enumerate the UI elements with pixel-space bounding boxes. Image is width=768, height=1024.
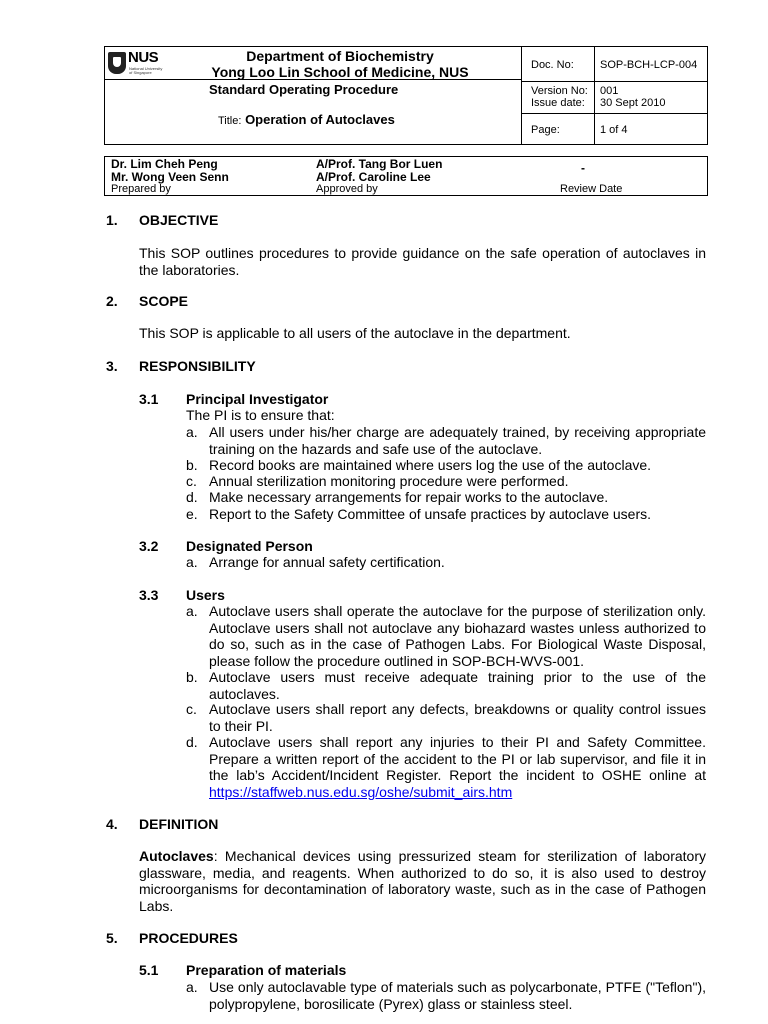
list-text: Make necessary arrangements for repair works to the autoclave. [209,489,609,505]
version-value: 001 [600,85,619,97]
definition-term: Autoclaves [139,848,214,864]
subsection-title-designated-person: Designated Person [186,538,313,554]
list-text: All users under his/her charge are adequately trained, by receiving appropriate training on the hazards and safe use of the autoclave. [209,424,706,457]
section-title-scope: SCOPE [139,293,189,309]
list-marker: b. [186,669,198,685]
section-number: 1. [106,212,118,228]
list-item [186,734,706,800]
list-text: Autoclave users shall report any defects, breakdowns or quality control issues to their PI. [209,701,706,734]
department-name: Department of Biochemistry [246,48,434,64]
list-text: Arrange for annual safety certification. [209,554,445,570]
list-text: Use only autoclavable type of materials such as polycarbonate, PTFE ("Teflon"), polypropylene, borosilicate (Pyrex) glass or stainless steel. [209,979,706,1012]
section-number: 3. [106,358,118,374]
header-divider [594,47,595,144]
section-number: 5. [106,930,118,946]
objective-text: This SOP outlines procedures to provide guidance on the safe operation of autoclaves in the laboratories. [139,245,706,278]
list-text [209,734,706,800]
list-text: Autoclave users must receive adequate training prior to the use of the autoclaves. [209,669,706,702]
approver-name: A/Prof. Caroline Lee [316,170,431,184]
doc-no-label: Doc. No: [531,59,574,71]
list-marker: a. [186,554,198,570]
review-date-value: - [581,161,585,175]
section-title-responsibility: RESPONSIBILITY [139,358,256,374]
list-item [186,669,706,702]
list-marker: d. [186,734,198,750]
nus-logo [107,49,167,79]
section-number: 2. [106,293,118,309]
list-item [186,506,706,523]
subsection-title-pi: Principal Investigator [186,391,329,407]
definition-body: : Mechanical devices using pressurized steam for sterilization of laboratory glassware, media, and reagents. When authorized to do so, it is also used to destroy microorganisms for decontamination of laboratory waste, such as in the case of Pathogen Labs. [139,848,706,914]
issue-date-value: 30 Sept 2010 [600,97,666,109]
scope-text: This SOP is applicable to all users of the autoclave in the department. [139,325,571,341]
list-marker: a. [186,979,198,995]
subsection-number: 5.1 [139,962,159,978]
document-header [104,46,708,145]
pi-intro-text: The PI is to ensure that: [186,407,335,423]
prepared-by-label: Prepared by [111,183,171,195]
section-number: 4. [106,816,118,832]
list-marker: c. [186,473,197,489]
subsection-number: 3.2 [139,538,159,554]
header-divider [521,47,522,144]
list-text: Annual sterilization monitoring procedure were performed. [209,473,569,489]
list-item [186,424,706,457]
department-heading [165,48,515,80]
header-divider [521,113,708,114]
preparer-name: Mr. Wong Veen Senn [111,170,229,184]
oshe-report-link[interactable]: https://staffweb.nus.edu.sg/oshe/submit_airs.htm [209,783,513,800]
list-item [186,489,706,506]
list-marker: c. [186,701,197,717]
list-marker: a. [186,603,198,619]
list-item [186,457,706,474]
list-marker: d. [186,489,198,505]
preparer-name: Dr. Lim Cheh Peng [111,157,218,171]
list-item [186,701,706,734]
section-title-definition: DEFINITION [139,816,219,832]
list-item [186,979,706,1012]
subsection-title-preparation: Preparation of materials [186,962,347,978]
list-item [186,603,706,669]
header-divider [521,81,708,82]
subsection-number: 3.3 [139,587,159,603]
doc-no-value: SOP-BCH-LCP-004 [600,59,698,71]
list-item [186,473,706,490]
list-text-body: Autoclave users shall report any injuries to their PI and Safety Committee. Prepare a written report of the accident to the PI or lab supervisor, and file it in the lab’s Accident/Incident Register. Report the incident to OSHE online at [209,734,706,783]
list-text: Report to the Safety Committee of unsafe practices by autoclave users. [209,506,651,522]
subsection-title-users: Users [186,587,225,603]
logo-subtext: National University of Singapore [129,66,163,75]
list-text: Record books are maintained where users log the use of the autoclave. [209,457,652,473]
list-item [186,554,706,571]
page-label: Page: [531,124,560,136]
version-label: Version No: [531,85,588,97]
approver-name: A/Prof. Tang Bor Luen [316,157,443,171]
sop-heading: Standard Operating Procedure [209,82,399,97]
signoff-box [104,156,708,196]
section-title-objective: OBJECTIVE [139,212,219,228]
list-marker: b. [186,457,198,473]
section-title-procedures: PROCEDURES [139,930,238,946]
review-date-label: Review Date [560,183,623,195]
list-text: Autoclave users shall operate the autoclave for the purpose of sterilization only. Autoclave users shall not autoclave any biohazard wastes unless authorized to do so, such as in the case of Pathogen Labs. For Biological Waste Disposal, please follow the procedure outlined in SOP-BCH-WVS-001. [209,603,706,669]
definition-text [139,848,706,914]
school-name: Yong Loo Lin School of Medicine, NUS [211,64,469,80]
subsection-number: 3.1 [139,391,159,407]
list-marker: e. [186,506,198,522]
title-value: Operation of Autoclaves [245,112,395,127]
title-label: Title: [218,115,242,127]
logo-text: NUS [128,49,159,66]
issue-date-label: Issue date: [531,97,585,109]
list-marker: a. [186,424,198,440]
approved-by-label: Approved by [316,183,378,195]
page-value: 1 of 4 [600,124,628,136]
document-title [218,112,395,127]
crest-icon [108,52,126,74]
